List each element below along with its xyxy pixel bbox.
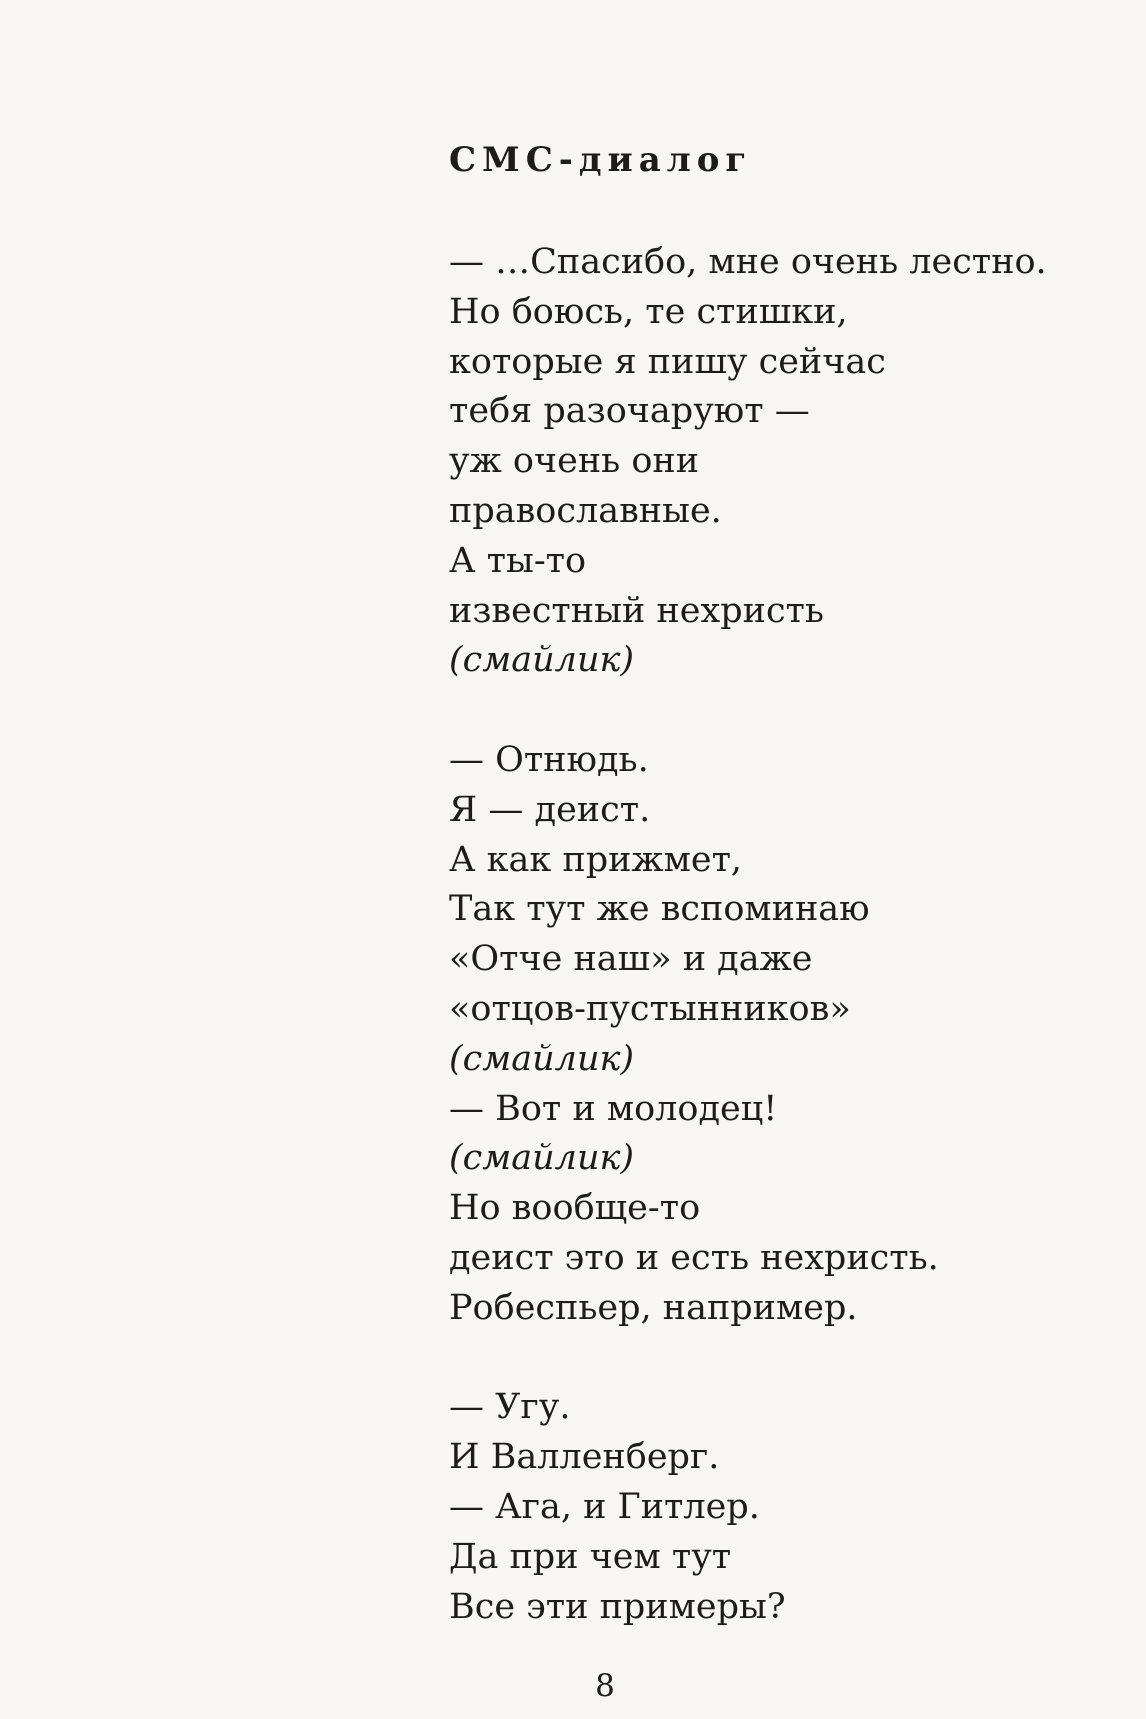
poem-line: «отцов-пустынников» bbox=[449, 988, 851, 1029]
poem-line: А ты-то bbox=[449, 540, 587, 581]
poem-line: Робеспьер, например. bbox=[449, 1287, 858, 1328]
poem-body bbox=[449, 238, 1129, 1632]
poem-line: — Вот и молодец! bbox=[449, 1088, 778, 1129]
poem-line: — Угу. bbox=[449, 1387, 571, 1428]
poem-title: СМС-диалог bbox=[449, 140, 753, 180]
poem-line: православные. bbox=[449, 490, 722, 531]
poem-line: А как прижмет, bbox=[449, 839, 743, 880]
poem-line: Я — деист. bbox=[449, 789, 651, 830]
poem-line: (смайлик) bbox=[449, 1138, 635, 1179]
poem-line: уж очень они bbox=[449, 441, 700, 482]
poem-line: «Отче наш» и даже bbox=[449, 939, 813, 980]
poem-line: деист это и есть нехристь. bbox=[449, 1237, 939, 1278]
poem-line: Но боюсь, те стишки, bbox=[449, 291, 848, 332]
poem-line: — Отнюдь. bbox=[449, 739, 649, 780]
poem-line: Так тут же вспоминаю bbox=[449, 889, 870, 930]
poem-line: (смайлик) bbox=[449, 1038, 635, 1079]
poem-line: И Валленберг. bbox=[449, 1437, 720, 1478]
poem-line: тебя разочаруют — bbox=[449, 391, 810, 432]
page-number: 8 bbox=[595, 1668, 615, 1704]
poem-line: Но вообще-то bbox=[449, 1188, 701, 1229]
poem-line: (смайлик) bbox=[449, 640, 635, 681]
stanza-break bbox=[449, 686, 1129, 736]
poem-line: — Ага, и Гитлер. bbox=[449, 1486, 760, 1527]
poem-line: Да при чем тут bbox=[449, 1536, 732, 1577]
stanza-break bbox=[449, 1334, 1129, 1384]
poem-line: которые я пишу сейчас bbox=[449, 341, 886, 382]
poem-line: известный нехристь bbox=[449, 590, 824, 631]
poem-line: Все эти примеры? bbox=[449, 1586, 786, 1627]
poem-line: — …Спасибо, мне очень лестно. bbox=[449, 242, 1047, 282]
